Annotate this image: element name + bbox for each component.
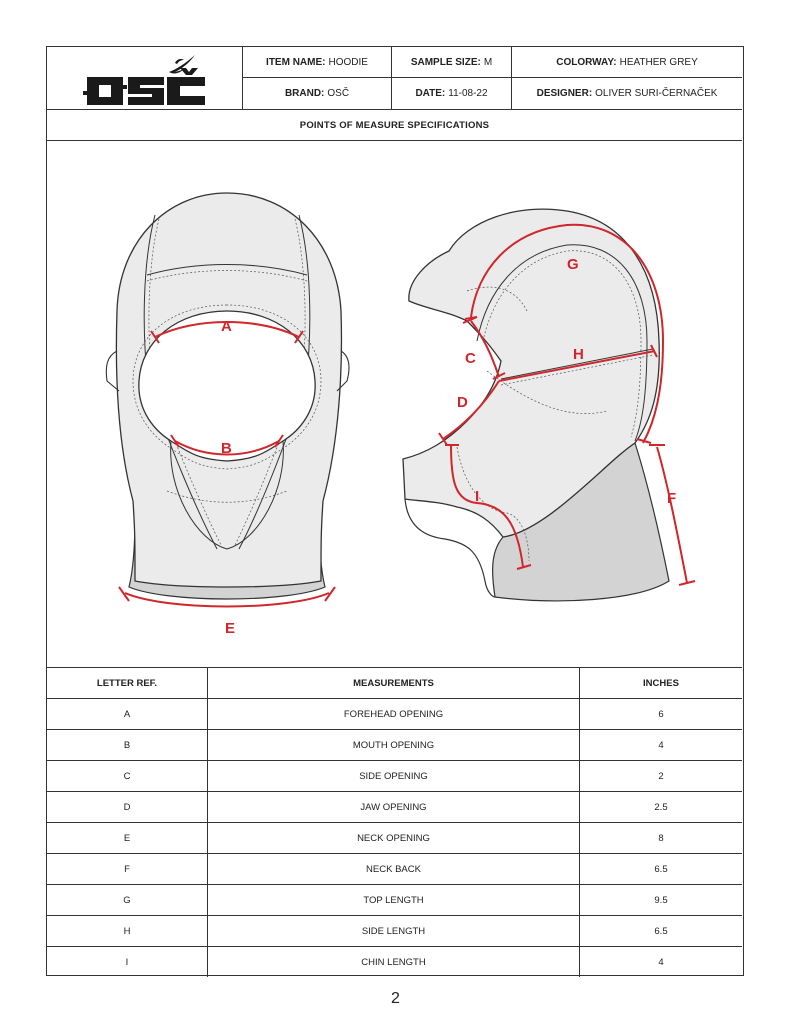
row-ref: C xyxy=(47,761,208,791)
row-measurement: SIDE LENGTH xyxy=(208,916,580,946)
row-measurement: SIDE OPENING xyxy=(208,761,580,791)
brand-label: BRAND: xyxy=(284,88,325,99)
label-h: H xyxy=(573,346,584,363)
row-inches: 4 xyxy=(658,739,664,751)
table-row xyxy=(47,760,742,791)
brand-logo xyxy=(83,51,208,107)
hood-illustration xyxy=(47,141,742,667)
date-cell xyxy=(392,78,512,109)
side-view xyxy=(403,209,695,601)
row-ref: H xyxy=(47,916,208,946)
row-measurement: FOREHEAD OPENING xyxy=(208,699,580,729)
table-row xyxy=(47,946,742,977)
front-view xyxy=(106,193,349,637)
row-inches: 2.5 xyxy=(654,801,668,813)
table-row xyxy=(47,822,742,853)
spec-sheet xyxy=(46,46,744,976)
sample-size-label: SAMPLE SIZE: xyxy=(410,56,481,68)
row-inches: 6 xyxy=(658,708,664,720)
header-inches: INCHES xyxy=(643,677,679,689)
header-letter-ref: LETTER REF. xyxy=(47,668,208,698)
date-value: 11-08-22 xyxy=(448,88,488,99)
row-measurement: NECK OPENING xyxy=(208,823,580,853)
table-row xyxy=(47,884,742,915)
label-d: D xyxy=(457,394,468,411)
row-inches: 6.5 xyxy=(654,863,668,875)
table-row xyxy=(47,853,742,884)
table-row xyxy=(47,915,742,946)
label-f: F xyxy=(667,490,677,507)
item-name-cell xyxy=(243,47,392,78)
item-name-value: HOODIE xyxy=(328,56,368,68)
label-i: I xyxy=(475,488,480,505)
table-header-row xyxy=(47,667,742,698)
row-measurement: TOP LENGTH xyxy=(208,885,580,915)
row-ref: I xyxy=(47,947,208,977)
brand-cell xyxy=(243,78,392,109)
section-title: POINTS OF MEASURE SPECIFICATIONS xyxy=(47,109,742,141)
row-inches: 9.5 xyxy=(654,894,668,906)
label-c: C xyxy=(465,350,476,367)
brand-value: OSČ xyxy=(327,88,350,99)
row-ref: F xyxy=(47,854,208,884)
designer-cell xyxy=(512,78,742,109)
label-e: E xyxy=(225,620,236,637)
row-inches: 2 xyxy=(658,770,664,782)
header xyxy=(47,47,742,109)
row-measurement: NECK BACK xyxy=(208,854,580,884)
label-a: A xyxy=(221,318,232,335)
colorway-label: COLORWAY: xyxy=(556,56,617,68)
row-measurement: JAW OPENING xyxy=(208,792,580,822)
page-number: 2 xyxy=(391,990,400,1007)
table-row xyxy=(47,729,742,760)
logo-cell xyxy=(47,47,243,109)
row-inches: 6.5 xyxy=(654,925,668,937)
colorway-value: HEATHER GREY xyxy=(619,56,698,68)
row-ref: G xyxy=(47,885,208,915)
label-g: G xyxy=(567,256,579,273)
row-measurement: CHIN LENGTH xyxy=(208,947,580,977)
table-row xyxy=(47,698,742,729)
header-measurements: MEASUREMENTS xyxy=(208,668,580,698)
date-label: DATE: xyxy=(415,88,446,99)
row-ref: A xyxy=(47,699,208,729)
row-inches: 8 xyxy=(658,832,664,844)
designer-value: OLIVER SURI-ČERNAČEK xyxy=(595,88,718,99)
row-ref: B xyxy=(47,730,208,760)
row-inches: 4 xyxy=(658,956,664,968)
row-ref: E xyxy=(47,823,208,853)
table-row xyxy=(47,791,742,822)
row-ref: D xyxy=(47,792,208,822)
colorway-cell xyxy=(512,47,742,78)
label-b: B xyxy=(221,440,232,457)
sample-size-cell xyxy=(392,47,512,78)
row-measurement: MOUTH OPENING xyxy=(208,730,580,760)
designer-label: DESIGNER: xyxy=(536,88,593,99)
sample-size-value: M xyxy=(483,56,493,68)
item-name-label: ITEM NAME: xyxy=(266,56,326,68)
